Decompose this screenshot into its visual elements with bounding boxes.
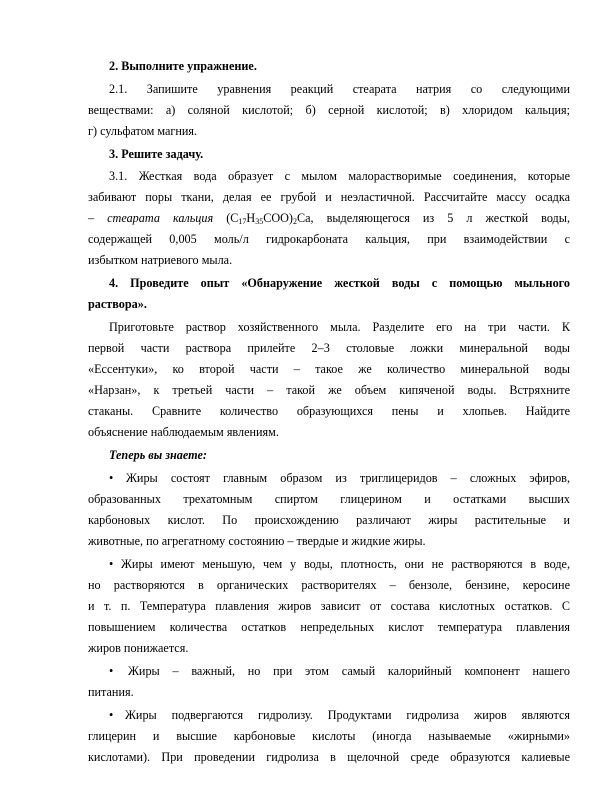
bullet-4-line-2: глицерин и высшие карбоновые кислоты (иногда называемые «жирными» bbox=[88, 729, 570, 743]
task-3-1-line-5: избытком натриевого мыла. bbox=[88, 253, 233, 267]
now-you-know-heading: Теперь вы знаете: bbox=[109, 448, 207, 462]
bullet-2-line-3: и т. п. Температура плавления жиров зависит от состава кислотных остатков. С bbox=[88, 599, 570, 613]
bullet-2-line-2: но растворяются в органических растворителях – бензоле, бензине, керосине bbox=[88, 578, 570, 592]
bullet-4-line-3: кислотами). При проведении гидролиза в щелочной среде образуются калиевые bbox=[88, 750, 570, 764]
bullet-1-line-4: животные, по агрегатному состоянию – твердые и жидкие жиры. bbox=[88, 534, 426, 548]
bullet-2-line-4: повышением количества остатков непредельных кислот температура плавления bbox=[88, 620, 570, 634]
experiment-line-5: стаканы. Сравните количество образующихся пены и хлопьев. Найдите bbox=[88, 404, 570, 418]
bullet-icon: • bbox=[109, 557, 114, 571]
task-3-1-line-1: 3.1. Жесткая вода образует с мылом малорастворимые соединения, которые bbox=[109, 169, 570, 183]
bullet-1-line-3: карбоновых кислот. По происхождению различают жиры растительные и bbox=[88, 513, 570, 527]
section-4-heading-line-1: 4. Проведите опыт «Обнаружение жесткой воды с помощью мыльного bbox=[109, 276, 570, 290]
experiment-line-4: «Нарзан», к третьей части – такой же объем кипяченой воды. Встряхните bbox=[88, 383, 570, 397]
exercise-2-1-line-2: веществами: а) соляной кислотой; б) серной кислотой; в) хлоридом кальция; bbox=[88, 103, 570, 117]
calcium-stearate-term: стеарата кальция bbox=[107, 211, 214, 225]
bullet-3-line-2: питания. bbox=[88, 685, 134, 699]
exercise-2-1-line-1: 2.1. Запишите уравнения реакций стеарата натрия со следующими bbox=[109, 82, 570, 96]
experiment-line-6: объяснение наблюдаемым явлениям. bbox=[88, 425, 279, 439]
exercise-2-1-line-3: г) сульфатом магния. bbox=[88, 124, 198, 138]
bullet-icon: • bbox=[109, 471, 114, 485]
task-3-1-line-4: содержащей 0,005 моль/л гидрокарбоната кальция, при взаимодействии с bbox=[88, 232, 570, 246]
section-4-heading-line-2: раствора». bbox=[88, 297, 147, 311]
chemical-formula: $(C_{17}H_{35}COO)_2Ca$, bbox=[226, 211, 314, 226]
bullet-icon: • bbox=[109, 708, 114, 722]
experiment-line-3: «Ессентуки», ко второй части – такое же количество минеральной воды bbox=[88, 362, 570, 376]
experiment-line-2: первой части раствора прилейте 2–3 столовые ложки минеральной воды bbox=[88, 341, 570, 355]
section-3-heading: 3. Решите задачу. bbox=[109, 147, 204, 161]
document-page bbox=[88, 0, 570, 792]
bullet-icon: • bbox=[109, 664, 114, 678]
bullet-4-line-1: Жиры подвергаются гидролизу. Продуктами гидролиза жиров являются bbox=[125, 708, 570, 722]
bullet-1-line-1: Жиры состоят главным образом из триглицеридов – сложных эфиров, bbox=[126, 471, 570, 485]
bullet-3-line-1: Жиры – важный, но при этом самый калорийный компонент нашего bbox=[128, 664, 570, 678]
task-3-1-line-3: – стеарата кальция $(C_{17}H_{35}COO)_2Ca$, выделяющегося из 5 л жесткой воды, bbox=[88, 211, 570, 226]
section-2-heading: 2. Выполните упражнение. bbox=[109, 59, 257, 73]
experiment-line-1: Приготовьте раствор хозяйственного мыла. Разделите его на три части. К bbox=[109, 320, 570, 334]
bullet-2-line-1: Жиры имеют меньшую, чем у воды, плотность, они не растворяются в воде, bbox=[121, 557, 570, 571]
task-3-1-line-2: забивают поры ткани, делая ее грубой и неэластичной. Рассчитайте массу осадка bbox=[88, 190, 570, 204]
bullet-2-line-5: жиров понижается. bbox=[88, 641, 189, 655]
bullet-1-line-2: образованных трехатомным спиртом глицерином и остатками высших bbox=[88, 492, 570, 506]
